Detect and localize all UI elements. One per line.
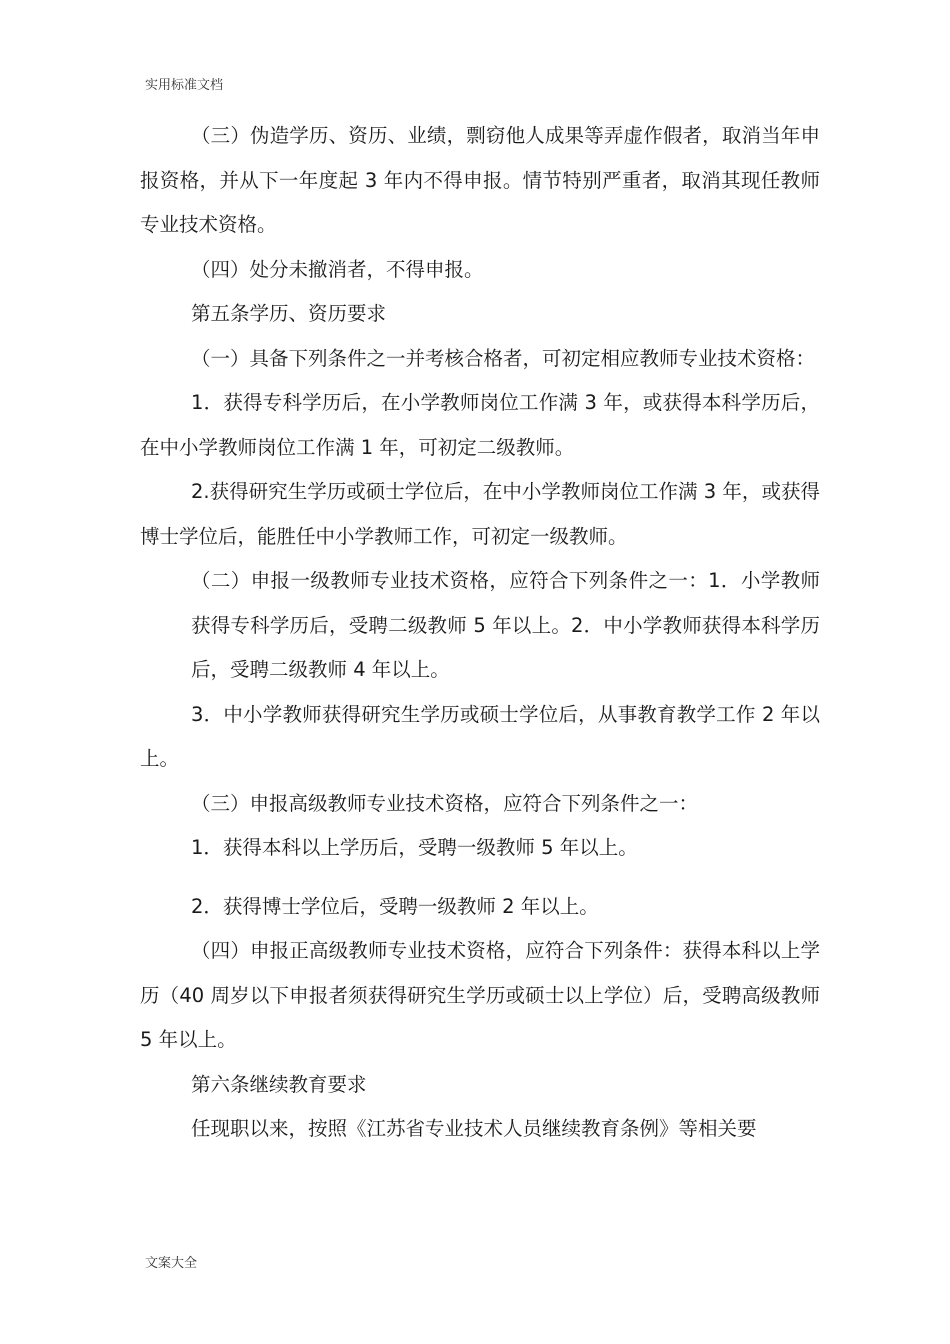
paragraph-fraud-penalty: （三）伪造学历、资历、业绩，剽窃他人成果等弄虚作假者，取消当年申报资格，并从下一年度起 3 年内不得申报。情节特别严重者，取消其现任教师专业技术资格。 (140, 124, 820, 236)
paragraph-professor-level-requirements: （四）申报正高级教师专业技术资格，应符合下列条件：获得本科以上学历（40 周岁以下申报者须获得研究生学历或硕士以上学位）后，受聘高级教师 5 年以上。 (140, 939, 820, 1051)
section-heading-article-6: 第六条继续教育要求 (191, 1072, 367, 1096)
paragraph-initial-qualification: （一）具备下列条件之一并考核合格者，可初定相应教师专业技术资格： (191, 346, 816, 370)
paragraph-discipline: （四）处分未撤消者，不得申报。 (191, 257, 484, 281)
paragraph-condition-2: 2.获得研究生学历或硕士学位后，在中小学教师岗位工作满 3 年，或获得博士学位后，能胜任中小学教师工作，可初定一级教师。 (140, 480, 820, 548)
page-footer: 文案大全 (145, 1256, 198, 1271)
section-heading-article-5: 第五条学历、资历要求 (191, 302, 387, 325)
paragraph-first-grade-condition-3: 3．中小学教师获得研究生学历或硕士学位后，从事教育教学工作 2 年以上。 (140, 702, 820, 770)
paragraph-senior-condition-2: 2．获得博士学位后，受聘一级教师 2 年以上。 (191, 894, 599, 918)
paragraph-continuing-education: 任现职以来，按照《江苏省专业技术人员继续教育条例》等相关要 (191, 1117, 757, 1140)
paragraph-senior-condition-1: 1．获得本科以上学历后，受聘一级教师 5 年以上。 (191, 836, 638, 859)
paragraph-first-grade-requirements: （二）申报一级教师专业技术资格，应符合下列条件之一：1．小学教师获得专科学历后，受聘二级教师 5 年以上。2．中小学教师获得本科学历后，受聘二级教师 4 年以上。 (191, 569, 820, 681)
paragraph-condition-1: 1．获得专科学历后，在小学教师岗位工作满 3 年，或获得本科学历后，在中小学教师岗位工作满 1 年，可初定二级教师。 (140, 391, 820, 459)
document-body (140, 114, 820, 1152)
paragraph-senior-requirements: （三）申报高级教师专业技术资格，应符合下列条件之一： (191, 791, 699, 815)
page-header: 实用标准文档 (145, 78, 224, 93)
